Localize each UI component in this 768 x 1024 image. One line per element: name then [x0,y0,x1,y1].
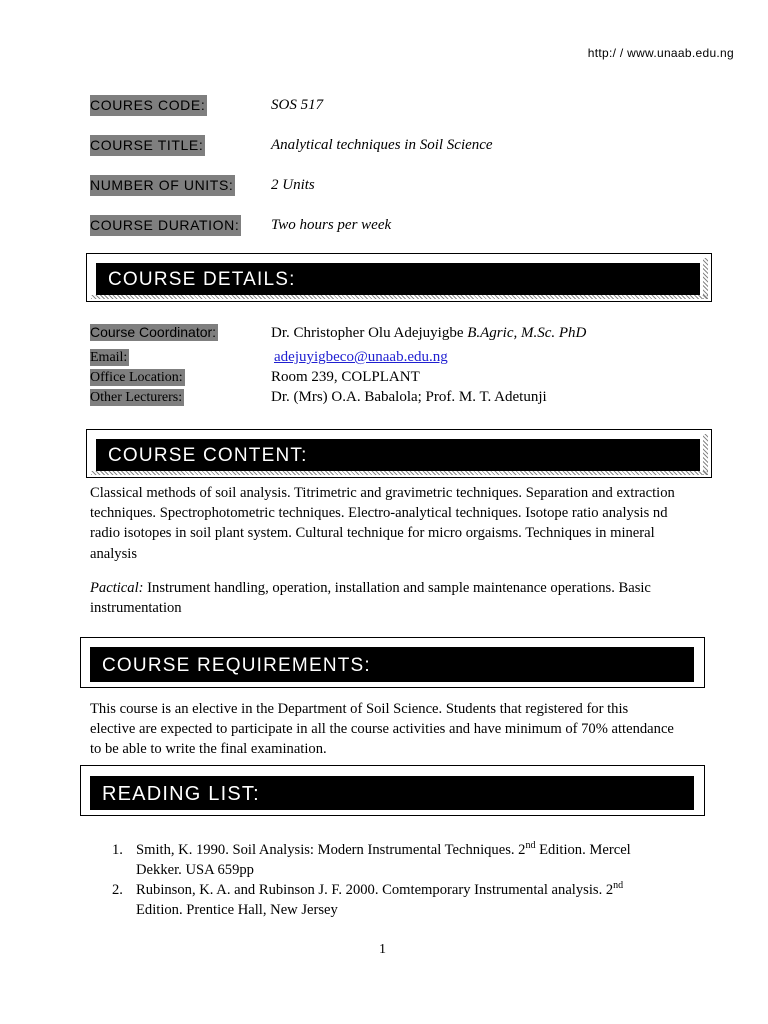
coordinator-value [271,324,586,342]
course-code-label: COURES CODE: [90,95,207,116]
course-details-banner [86,253,712,302]
reading-item-sup: nd [613,880,624,892]
lecturers-label: Other Lecturers: [90,390,183,405]
reading-item [108,880,668,920]
course-details-heading: COURSE DETAILS: [108,269,296,290]
practical-label: Pactical: [90,580,144,596]
duration-value: Two hours per week [271,217,392,233]
course-code-value: SOS 517 [271,97,324,113]
requirements-text: This course is an elective in the Department of Soil Science. Students that registered for this elective are expected to participate in all the course activities and have minimum of 70% attendance to be able to write the final examination. [90,701,674,758]
duration-label: COURSE DURATION: [90,215,241,236]
reading-list-heading: READING LIST: [102,783,260,805]
units-value: 2 Units [271,177,315,193]
content-description: Classical methods of soil analysis. Titrimetric and gravimetric techniques. Separation and extraction techniques. Spectrophotometric techniques. Electro-analytical techniques. Isotope ratio analysis nd radio isotopes in soil plant system. Cultural technique for micro orgaisms. Techniques in mineral analysis [90,485,675,562]
course-content-banner [86,429,712,478]
practical-paragraph [90,578,675,618]
course-content-heading: COURSE CONTENT: [108,445,308,466]
reading-list-banner [80,765,705,816]
course-requirements-heading: COURSE REQUIREMENTS: [102,655,371,676]
reading-item-text-rest: Edition. Mercel Dekker. USA 659pp [136,842,631,878]
practical-text: Instrument handling, operation, installation and sample maintenance operations. Basic instrumentation [90,580,651,617]
office-value: Room 239, COLPLANT [271,369,420,385]
header-url: http:/ / www.unaab.edu.ng [587,46,734,60]
email-label: Email: [90,350,128,365]
units-label: NUMBER OF UNITS: [90,175,235,196]
coordinator-name: Dr. Christopher Olu Adejuyigbe [271,325,464,341]
reading-item [108,840,668,880]
course-title-value: Analytical techniques in Soil Science [271,137,493,153]
coordinator-label: Course Coordinator: [90,324,217,340]
reading-item-number: 1. [112,842,123,858]
reading-item-text: Rubinson, K. A. and Rubinson J. F. 2000. Comtemporary Instrumental analysis. 2 [136,882,614,898]
reading-item-text-rest: Edition. Prentice Hall, New Jersey [136,902,338,918]
office-label: Office Location: [90,370,183,385]
page-number: 1 [379,942,386,957]
reading-item-text: Smith, K. 1990. Soil Analysis: Modern Instrumental Techniques. 2 [136,842,526,858]
reading-item-sup: nd [525,840,536,852]
reading-item-number: 2. [112,882,123,898]
course-requirements-banner [80,637,705,688]
lecturers-value: Dr. (Mrs) O.A. Babalola; Prof. M. T. Adetunji [271,389,547,405]
course-title-label: COURSE TITLE: [90,135,205,156]
email-link[interactable]: adejuyigbeco@unaab.edu.ng [274,349,448,365]
reading-list [108,840,668,920]
coordinator-quals: B.Agric, M.Sc. PhD [467,325,587,341]
